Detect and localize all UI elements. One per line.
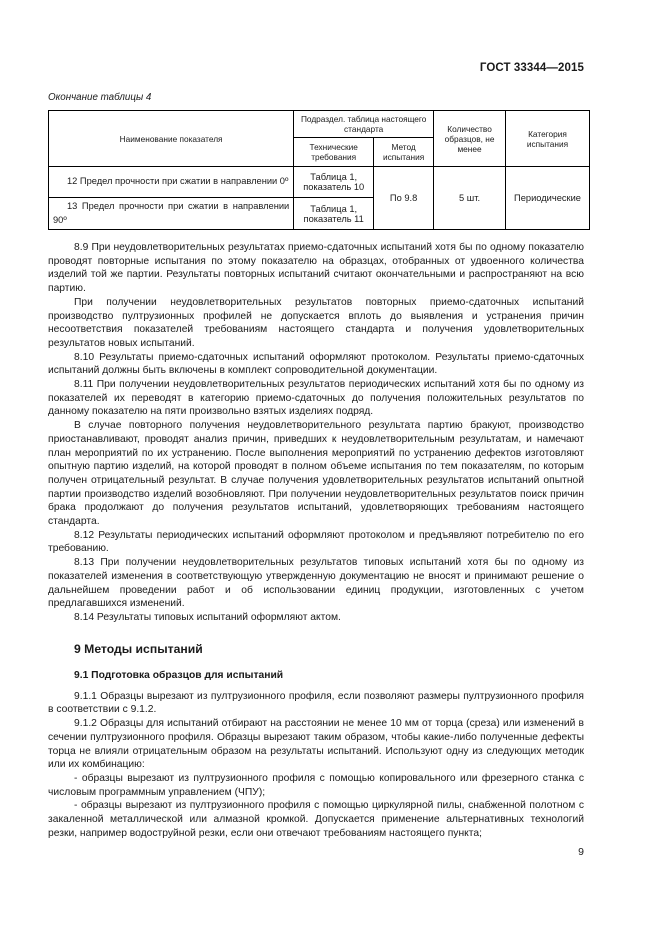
paragraph-8-13: 8.13 При получении неудовлетворительных результатов типовых испытаний хотя бы по одному из показателей изменения в соответствующую утвержденную документацию не вносят и принимают решение о дальнейшем проведении работ и об использовании единиц продукции, изготовленных с учетом предлагавшихся изменений. <box>48 557 584 610</box>
shared-sample-count: 5 шт. <box>434 167 506 230</box>
list-item-saw: - образцы вырезают из пултрузионного профиля с помощью циркулярной пилы, снабженной полотном с закаленной металлической или алмазной кромкой. Допускается применение альтернативных технологий резки, например водоструйной резки, если они отвечают требованиям настоящего пункта; <box>48 800 584 839</box>
list-item-cnc: - образцы вырезают из пултрузионного профиля с помощью копировального или фрезерного станка с числовым программным управлением (ЧПУ); <box>48 772 584 798</box>
paragraph-8-12: 8.12 Результаты периодических испытаний оформляют протоколом и предъявляют потребителю по его требованию. <box>48 529 584 555</box>
paragraph-9-1-2: 9.1.2 Образцы для испытаний отбирают на расстоянии не менее 10 мм от торца (среза) или изменений в сечении пултрузионного профиля. Образцы вырезают таким образом, чтобы какие-либо полученные дефекты торца не влияли отрицательным образом на результаты испытаний. Используют одну из следующих методик или их комбинацию: <box>48 718 584 771</box>
paragraph-8-9: 8.9 При неудовлетворительных результатах приемо-сдаточных испытаний хотя бы по одному показателю проводят повторные испытания по этому показателю на образцах, отобранных от удвоенного количества изделий той же партии. Результаты повторных испытаний считают окончательными и распространяют на всю партию. <box>48 242 584 295</box>
test-table <box>48 110 590 230</box>
header-sample-count: Количество образцов, не менее <box>434 111 506 167</box>
paragraph-9-1-1: 9.1.1 Образцы вырезают из пултрузионного профиля, если позволяют размеры пултрузионного профиля в соответствии с 9.1.2. <box>48 690 584 716</box>
row-12-requirement: Таблица 1, показатель 10 <box>294 167 374 198</box>
row-12-name: 12 Предел прочности при сжатии в направлении 0º <box>49 167 294 198</box>
section-9-1-title: 9.1 Подготовка образцов для испытаний <box>74 669 284 681</box>
header-subsection-group: Подраздел. таблица настоящего стандарта <box>294 111 434 138</box>
row-13-requirement: Таблица 1, показатель 11 <box>294 198 374 230</box>
shared-test-method: По 9.8 <box>374 167 434 230</box>
body-text <box>48 241 584 840</box>
header-technical-requirements: Технические требования <box>294 138 374 167</box>
section-9-title: 9 Методы испытаний <box>74 641 203 656</box>
paragraph-8-9-cont: При получении неудовлетворительных результатов повторных приемо-сдаточных испытаний производство пултрузионных профилей не допускается вплоть до выявления и устранения причин несоответствия показателей требованиям настоящего стандарта и получения удовлетворительных результатов новых испытаний. <box>48 296 584 349</box>
shared-test-category: Периодические <box>506 167 590 230</box>
paragraph-8-11: 8.11 При получении неудовлетворительных результатов периодических испытаний хотя бы по одному из показателей их переводят в категорию приемо-сдаточных до получения положительных результатов по данному показателю на пяти произвольно взятых изделиях подряд. <box>48 379 584 418</box>
table-caption: Окончание таблицы 4 <box>48 92 152 103</box>
paragraph-8-11-cont: В случае повторного получения неудовлетворительного результата партию бракуют, производство приостанавливают, проводят анализ причин, приведших к неудовлетворительным результатам, и намечают план мероприятий по их устранению. После выполнения мероприятий по устранению дефектов изготовляют опытную партию изделий, на которой проводят в полном объеме испытания по тем показателям, по которым получен отрицательный результат. В случае получения удовлетворительных результатов испытаний опытной партии производство изделий возобновляют. При получении неудовлетворительных результатов поиск причин брака продолжают до получения результатов испытаний, удовлетворяющих требованиям настоящего стандарта. <box>48 420 584 528</box>
page-number: 9 <box>578 846 584 858</box>
standard-code: ГОСТ 33344—2015 <box>479 62 584 74</box>
paragraph-8-10: 8.10 Результаты приемо-сдаточных испытаний оформляют протоколом. Результаты приемо-сдаточных испытаний должны быть включены в комплект сопроводительной документации. <box>48 351 584 377</box>
paragraph-8-14: 8.14 Результаты типовых испытаний оформляют актом. <box>74 611 341 623</box>
row-13-name: 13 Предел прочности при сжатии в направлении 90º <box>49 198 294 230</box>
header-indicator-name: Наименование показателя <box>49 111 294 167</box>
header-test-method: Метод испытания <box>374 138 434 167</box>
header-test-category: Категория испытания <box>506 111 590 167</box>
